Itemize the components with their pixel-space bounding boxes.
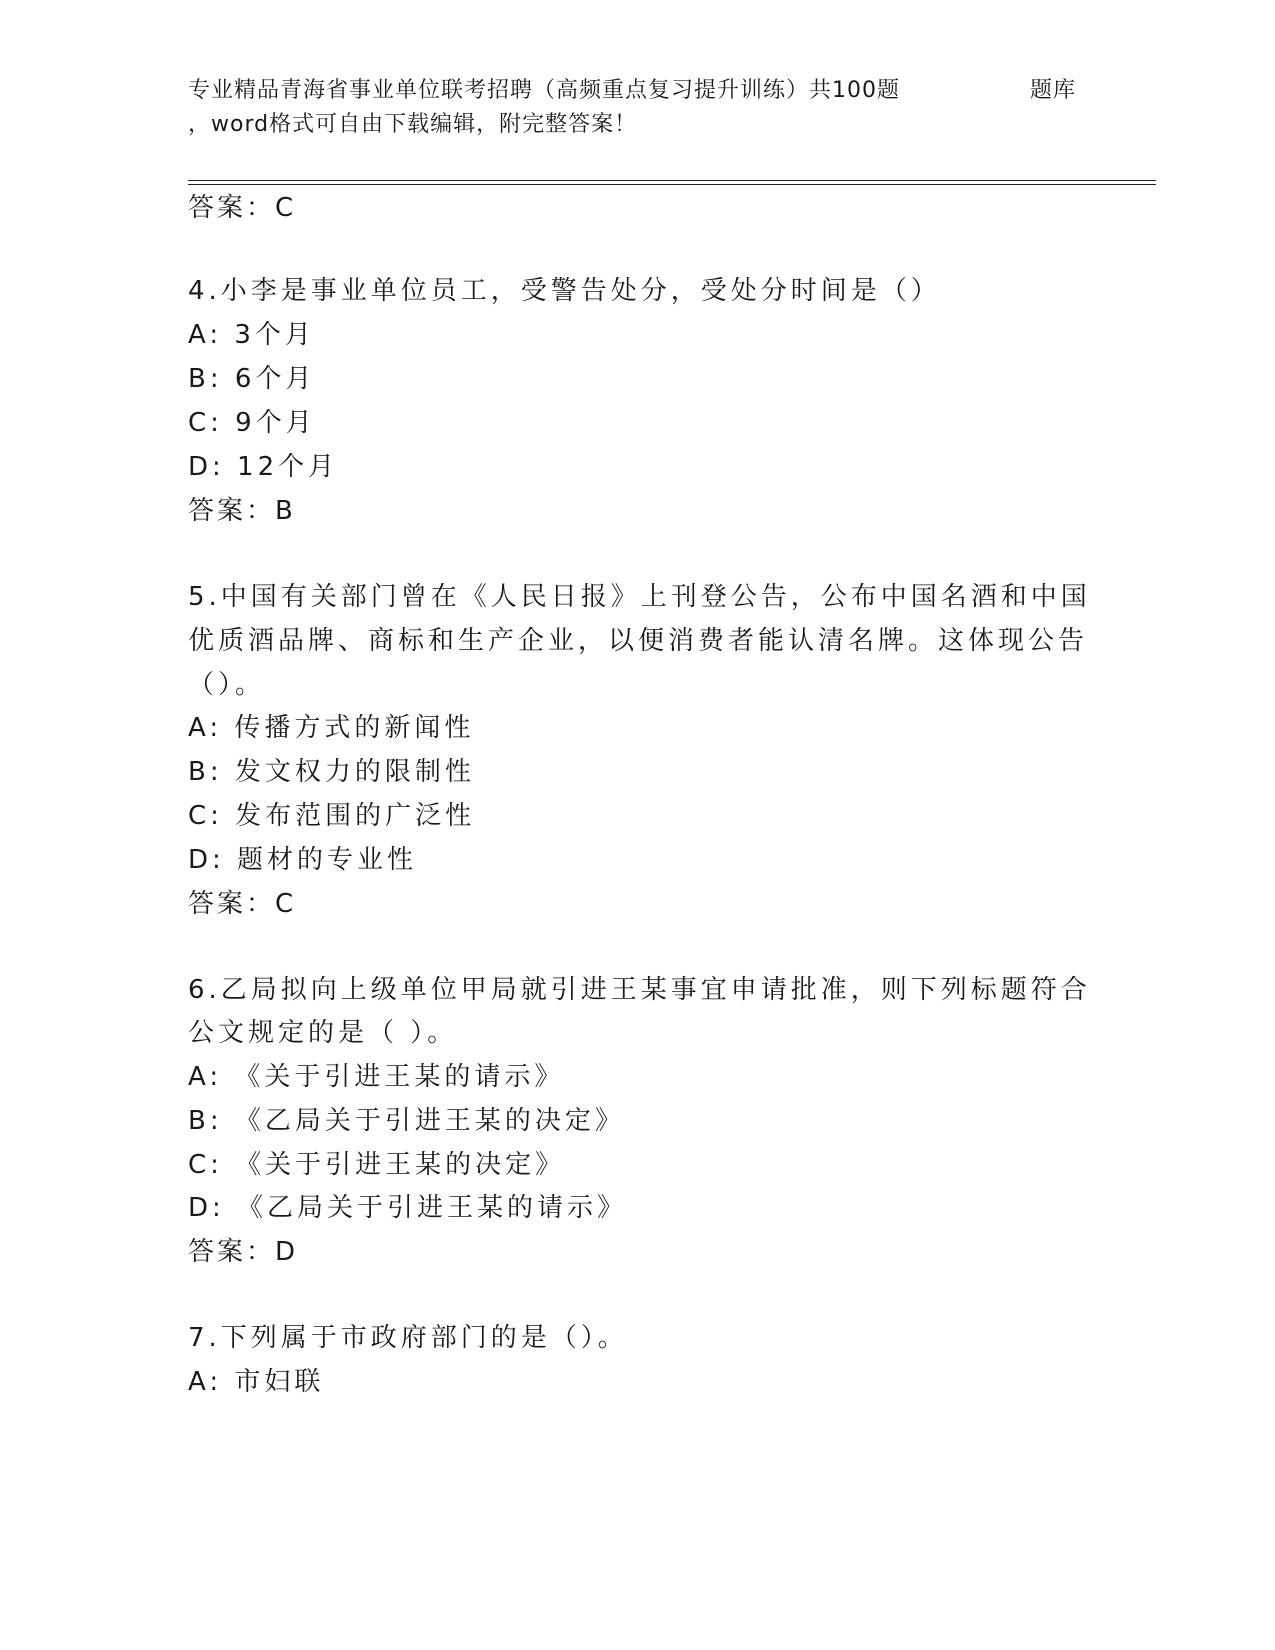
question-4: 4.小李是事业单位员工，受警告处分，受处分时间是（） (188, 276, 941, 306)
q5-option-a: A: 传播方式的新闻性 (188, 713, 475, 743)
q4-option-b: B: 6个月 (188, 364, 316, 394)
question-7: 7.下列属于市政府部门的是（）。 (188, 1323, 628, 1353)
q4-option-a: A: 3个月 (188, 320, 315, 350)
answer-q3: 答案：C (188, 193, 297, 223)
question-6-line-2: 公文规定的是（ ）。 (188, 1018, 458, 1048)
page-header (188, 74, 1088, 142)
answer-q4: 答案：B (188, 496, 296, 526)
header-suffix: 题库 (1030, 78, 1077, 103)
q4-option-c: C: 9个月 (188, 408, 316, 438)
header-subtitle: ，word格式可自由下载编辑，附完整答案！ (188, 112, 638, 137)
q5-option-b: B: 发文权力的限制性 (188, 757, 475, 787)
header-divider (188, 180, 1156, 181)
q6-option-b: B: 《乙局关于引进王某的决定》 (188, 1106, 625, 1136)
q5-option-c: C: 发布范围的广泛性 (188, 801, 476, 831)
question-6-line-1: 6.乙局拟向上级单位甲局就引进王某事宜申请批准，则下列标题符合 (188, 975, 1091, 1005)
question-5-line-2: 优质酒品牌、商标和生产企业，以便消费者能认清名牌。这体现公告 (188, 626, 1089, 656)
header-title: 专业精品青海省事业单位联考招聘（高频重点复习提升训练）共100题 (188, 78, 900, 103)
header-divider-second (188, 184, 1156, 185)
question-5-line-3: （）。 (188, 670, 266, 700)
answer-q6: 答案：D (188, 1237, 299, 1267)
q6-option-c: C: 《关于引进王某的决定》 (188, 1150, 566, 1180)
q6-option-d: D: 《乙局关于引进王某的请示》 (188, 1193, 628, 1223)
q5-option-d: D: 题材的专业性 (188, 845, 418, 875)
q7-option-a: A: 市妇联 (188, 1367, 325, 1397)
q6-option-a: A: 《关于引进王某的请示》 (188, 1062, 565, 1092)
q4-option-d: D: 12个月 (188, 452, 339, 482)
answer-q5: 答案：C (188, 889, 297, 919)
question-5-line-1: 5.中国有关部门曾在《人民日报》上刊登公告，公布中国名酒和中国 (188, 582, 1091, 612)
